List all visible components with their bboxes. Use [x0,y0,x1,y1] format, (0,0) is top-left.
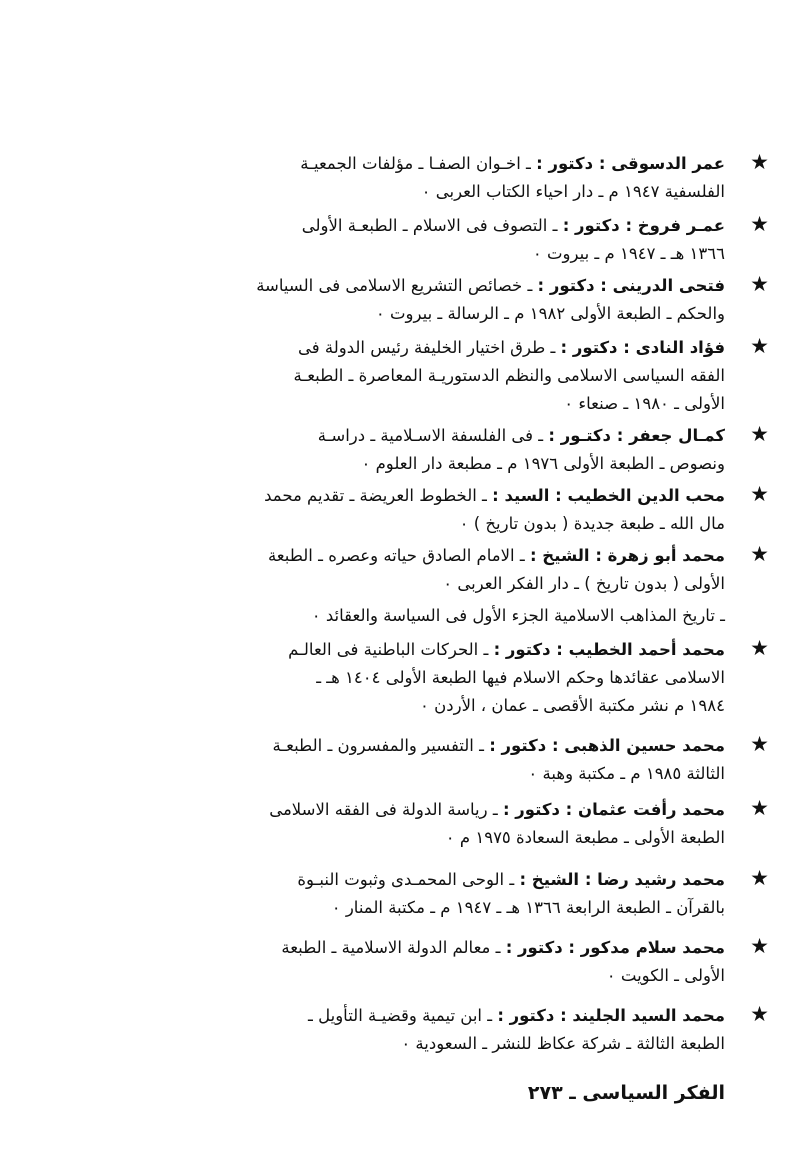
entry-line [100,150,725,178]
entry-line: ونصوص ـ الطبعة الأولى ١٩٧٦ م ـ مطبعة دار العلوم ٠ [361,454,725,473]
bibliography-entry [100,422,769,478]
entry-text: ـ ابن تيمية وقضيـة التأويل ـ [308,1006,493,1025]
entry-line [100,934,725,962]
entry-text: ـ التفسير والمفسرون ـ الطبعـة [272,736,484,755]
entry-author: محمد رشيد رضا : الشيخ : [519,870,725,889]
entry-line [100,866,725,894]
entry-line [100,542,725,570]
entry-author: محمد رأفت عثمان : دكتور : [502,800,725,819]
entry-author: محب الدين الخطيب : السيد : [492,486,725,505]
bibliography-entry [100,150,769,206]
star-bullet-icon: ★ [750,212,769,236]
entry-text: ـ طرق اختيار الخليفة رئيس الدولة فى [297,338,556,357]
star-bullet-icon: ★ [750,422,769,446]
bibliography-entry [100,636,769,720]
entry-author: محمد السيد الجليند : دكتور : [497,1006,725,1025]
entry-line: مال الله ـ طبعة جديدة ( بدون تاريخ ) ٠ [459,514,725,533]
bibliography-entry [100,272,769,328]
entry-text: ـ الخطوط العريضة ـ تقديم محمد [264,486,487,505]
star-bullet-icon: ★ [750,636,769,660]
entry-line [100,732,725,760]
entry-author: محمد أحمد الخطيب : دكتور : [493,640,725,659]
star-bullet-icon: ★ [750,542,769,566]
entry-line [100,796,725,824]
entry-line [100,212,725,240]
entry-text: ـ الوحى المحمـدى وثبوت النبـوة [297,870,515,889]
bibliography-entry [100,732,769,788]
bibliography-entry [100,334,769,418]
entry-line [100,334,725,362]
star-bullet-icon: ★ [750,796,769,820]
entry-line: ١٣٦٦ هـ ـ ١٩٤٧ م ـ بيروت ٠ [532,244,725,263]
bibliography-entry [100,1002,769,1058]
entry-text: ـ خصائص التشريع الاسلامى فى السياسة [256,276,533,295]
entry-author: عمـر فروخ : دكتور : [562,216,725,235]
entry-line: الأولى ـ الكويت ٠ [606,966,725,985]
entry-author: عمر الدسوقى : دكتور : [536,154,725,173]
entry-line: والحكم ـ الطبعة الأولى ١٩٨٢ م ـ الرسالة ـ بيروت ٠ [375,304,725,323]
star-bullet-icon: ★ [750,1002,769,1026]
star-bullet-icon: ★ [750,934,769,958]
star-bullet-icon: ★ [750,334,769,358]
bibliography-entry [100,866,769,922]
entry-text: ـ معالم الدولة الاسلامية ـ الطبعة [281,938,501,957]
bibliography-entry [100,796,769,852]
entry-line: بالقرآن ـ الطبعة الرابعة ١٣٦٦ هـ ـ ١٩٤٧ م ـ مكتبة المنار ٠ [331,898,725,917]
entry-line: الاسلامى عقائدها وحكم الاسلام فيها الطبعة الأولى ١٤٠٤ هـ ـ [316,668,725,687]
star-bullet-icon: ★ [750,866,769,890]
entry-line: الأولى ( بدون تاريخ ) ـ دار الفكر العربى ٠ [443,574,725,593]
entry-line [100,422,725,450]
entry-text: ـ فى الفلسفة الاسـلامية ـ دراسـة [317,426,544,445]
bibliography-entry [100,934,769,990]
star-bullet-icon: ★ [750,150,769,174]
star-bullet-icon: ★ [750,272,769,296]
star-bullet-icon: ★ [750,732,769,756]
entry-line: الأولى ـ ١٩٨٠ ـ صنعاء ٠ [564,394,725,413]
entry-line: الفقه السياسى الاسلامى والنظم الدستوريـة المعاصرة ـ الطبعـة [293,366,725,385]
entry-author: محمد أبو زهرة : الشيخ : [529,546,725,565]
entry-line: ١٩٨٤ م نشر مكتبة الأقصى ـ عمان ، الأردن ٠ [420,696,725,715]
entry-line: الطبعة الثالثة ـ شركة عكاظ للنشر ـ السعودية ٠ [401,1034,725,1053]
entry-text: ـ التصوف فى الاسلام ـ الطبعـة الأولى [301,216,558,235]
entry-line: الثالثة ١٩٨٥ م ـ مكتبة وهبة ٠ [528,764,725,783]
bibliography-entry [100,482,769,538]
entry-author: فتحى الدرينى : دكتور : [537,276,725,295]
bibliography-entry [100,212,769,268]
entry-text: ـ رياسة الدولة فى الفقه الاسلامى [269,800,498,819]
entry-sub-line: ـ تاريخ المذاهب الاسلامية الجزء الأول فى السياسة والعقائد ٠ [311,606,725,625]
star-bullet-icon: ★ [750,482,769,506]
page-footer: الفكر السياسى ـ ٢٧٣ [527,1082,725,1104]
entry-author: محمد سلام مدكور : دكتور : [505,938,725,957]
entry-line [100,272,725,300]
entry-text: ـ الامام الصادق حياته وعصره ـ الطبعة [267,546,525,565]
entry-line: الفلسفية ١٩٤٧ م ـ دار احياء الكتاب العربى ٠ [421,182,725,201]
entry-author: محمد حسين الذهبى : دكتور : [489,736,725,755]
bibliography-entry [100,542,769,630]
entry-author: كمـال جعفر : دكتـور : [548,426,725,445]
entry-author: فؤاد النادى : دكتور : [560,338,725,357]
entry-line [100,1002,725,1030]
entry-text: ـ الحركات الباطنية فى العالـم [288,640,489,659]
entry-text: ـ اخـوان الصفـا ـ مؤلفات الجمعيـة [300,154,531,173]
entry-line [100,482,725,510]
entry-line: الطبعة الأولى ـ مطبعة السعادة ١٩٧٥ م ٠ [445,828,725,847]
entry-line [100,636,725,664]
